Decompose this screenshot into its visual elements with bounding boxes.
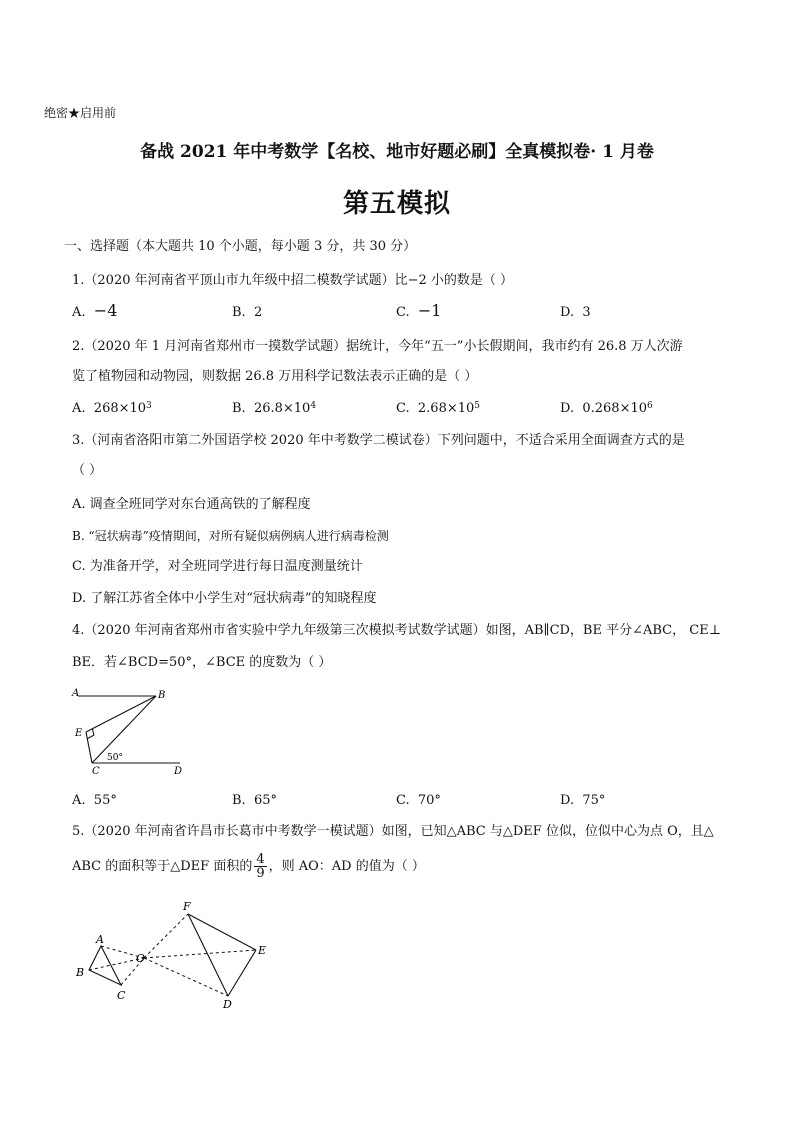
question-3-stem-line1: 3.（河南省洛阳市第二外国语学校 2020 年中考数学二模试卷）下列问题中，不适合采用全面调查方式的是: [72, 433, 685, 448]
area-ratio-fraction: $\frac{4}{9}$: [256, 852, 265, 881]
question-5-stem-line2: ABC 的面积等于△DEF 面积的 $\frac{4}{9}$ ，则 AO：AD 的值为（ ）: [72, 852, 425, 881]
fig5-label-f: F: [183, 900, 191, 913]
fig5-label-o: O: [136, 952, 146, 965]
fig4-label-d: D: [174, 766, 183, 777]
q2-option-d: D. $0.268\times 10^6$: [560, 401, 653, 416]
question-4-stem-line2: BE．若∠BCD=50°，∠BCE 的度数为（ ）: [72, 655, 332, 670]
fig4-label-e: E: [75, 728, 83, 739]
q4-option-c: C. 70°: [396, 793, 441, 808]
q1-option-b: B. 2: [232, 305, 263, 320]
question-2-stem-line1: 2.（2020 年 1 月河南省郑州市一摸数学试题）据统计，今年“五一”小长假期间，我市约有 26.8 万人次游: [72, 339, 683, 354]
q2-option-c: C. $2.68\times 10^5$: [396, 401, 481, 416]
question-5-stem-line1: 5.（2020 年河南省许昌市长葛市中考数学一模试题）如图，已知△ABC 与△DEF 位似，位似中心为点 O，且△: [72, 824, 714, 839]
fig4-label-b: B: [158, 690, 166, 701]
q2-option-a: A. $268\times 10^3$: [72, 401, 152, 416]
line-fd: [188, 914, 228, 996]
paper-title: 第五模拟: [342, 189, 451, 219]
q5-figure: [70, 896, 280, 1014]
fig4-label-c: C: [92, 766, 100, 777]
q3-option-d: D. 了解江苏省全体中小学生对“冠状病毒”的知晓程度: [72, 591, 377, 606]
q3-option-c: C. 为准备开学，对全班同学进行每日温度测量统计: [72, 559, 363, 574]
question-3-stem-line2: （ ）: [72, 463, 103, 478]
q1-option-a: A. −4: [72, 301, 118, 320]
question-4-stem-line1: 4.（2020 年河南省郑州市省实验中学九年级第三次模拟考试数学试题）如图，AB∥CD，BE 平分∠ABC， CE⊥: [72, 623, 721, 638]
q4-option-d: D. 75°: [560, 793, 606, 808]
fig5-label-d: D: [223, 998, 232, 1011]
q3-option-a: A. 调查全班同学对东台通高铁的了解程度: [72, 497, 311, 512]
fig4-label-a: A: [72, 688, 80, 699]
q1-option-d: D. 3: [560, 305, 591, 320]
question-2-stem-line2: 览了植物园和动物园，则数据 26.8 万用科学记数法表示正确的是（ ）: [72, 369, 478, 384]
fig5-label-e: E: [258, 944, 267, 957]
line-bc: [92, 696, 156, 763]
triangle-abc: [89, 946, 121, 985]
q4-option-b: B. 65°: [232, 793, 277, 808]
q4-figure: [70, 686, 200, 778]
question-1-stem: 1.（2020 年河南省平顶山市九年级中招二模数学试题）比−2 小的数是（ ）: [72, 273, 514, 288]
dash-o-e: [144, 950, 256, 958]
dash-o-f: [144, 914, 188, 958]
line-fe: [188, 914, 256, 950]
fig5-label-a: A: [96, 933, 104, 946]
dash-o-d: [144, 958, 228, 996]
line-be: [86, 696, 156, 732]
series-title: 备战 2021 年中考数学【名校、地市好题必刷】全真模拟卷· 1 月卷: [140, 142, 654, 162]
fig5-label-c: C: [117, 989, 126, 1002]
section-heading: 一、选择题（本大题共 10 个小题，每小题 3 分，共 30 分）: [64, 239, 417, 254]
line-ed: [228, 950, 256, 996]
fig5-label-b: B: [76, 966, 85, 979]
confidential-label: 绝密★启用前: [44, 106, 117, 120]
fig4-angle-label: 50°: [107, 753, 123, 763]
q3-option-b: B. “冠状病毒”疫情期间，对所有疑似病例病人进行病毒检测: [72, 529, 389, 543]
q2-option-b: B. $26.8\times 10^4$: [232, 401, 317, 416]
q1-option-c: C. −1: [396, 301, 442, 320]
q4-option-a: A. 55°: [72, 793, 117, 808]
